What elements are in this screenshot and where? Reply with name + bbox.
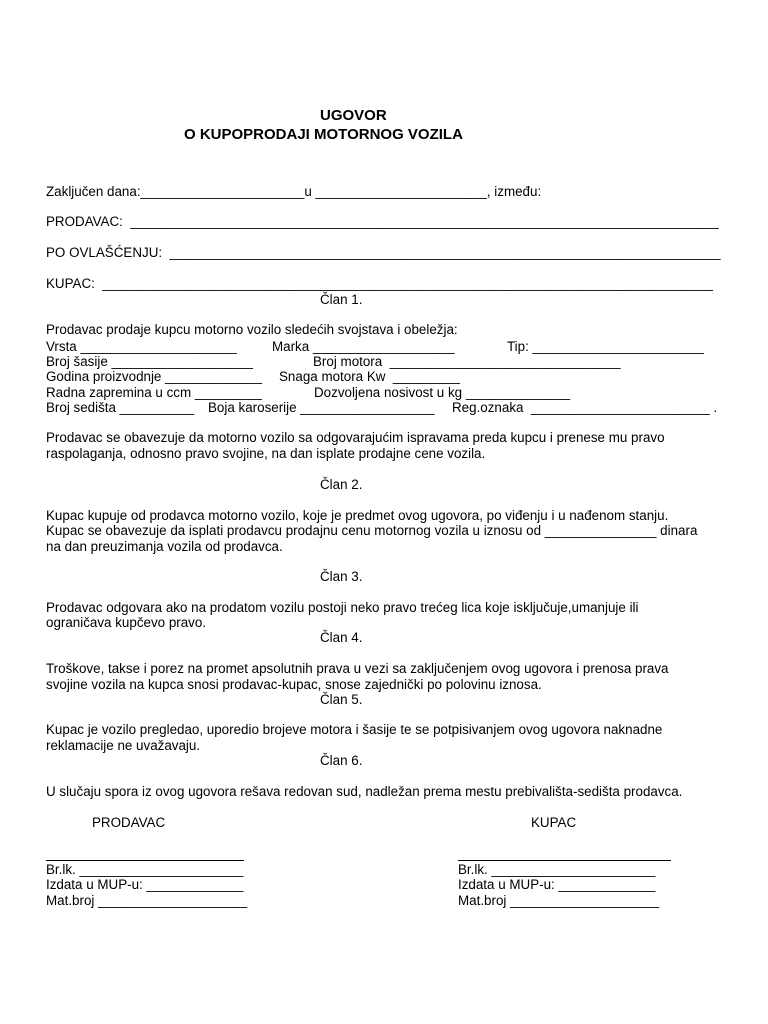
- seats-field: Broj sedišta __________: [46, 400, 195, 415]
- article-4-heading: Član 4.: [320, 630, 363, 645]
- engine-volume-field: Radna zapremina u ccm _________: [46, 385, 262, 400]
- article-3-body-line-2: ograničava kupčevo pravo.: [46, 615, 207, 630]
- seller-line: PRODAVAC: _______________________________________________________________________________: [46, 214, 719, 229]
- registration-field: Reg.oznaka ________________________ .: [452, 400, 718, 415]
- seller-signature-line: [46, 860, 244, 861]
- article-4-body-line-1: Troškove, takse i porez na promet apsolutnih prava u vezi sa zaključenjem ovog ugovora i prenosa prava: [46, 661, 669, 676]
- article-4-body-line-2: svojine vozila na kupca snosi prodavac-kupac, snose zajednički po polovinu iznosa.: [46, 677, 542, 692]
- article-1-intro: Prodavac prodaje kupcu motorno vozilo sledećih svojstava i obeležja:: [46, 322, 458, 337]
- article-1-body-line-2: raspolaganja, odnosno pravo svojine, na dan isplate prodajne cene vozila.: [46, 446, 486, 461]
- article-1-heading: Član 1.: [320, 292, 363, 307]
- chassis-number-field: Broj šasije ___________________: [46, 354, 253, 369]
- article-2-body-line-2: Kupac se obavezuje da isplati prodavcu prodajnu cenu motornog vozila u iznosu od _______________ dinara: [46, 523, 698, 538]
- contract-subtitle: O KUPOPRODAJI MOTORNOG VOZILA: [184, 126, 463, 143]
- authorization-line: PO OVLAŠĆENJU: __________________________________________________________________________: [46, 245, 721, 260]
- article-6-body-line-1: U slučaju spora iz ovog ugovora rešava redovan sud, nadležan prema mestu prebivališta-sedišta prodavca.: [46, 784, 683, 799]
- engine-power-field: Snaga motora Kw _________: [279, 369, 460, 384]
- vehicle-model-field: Tip: _______________________: [507, 339, 704, 354]
- seller-id-number-field: Mat.broj ____________________: [46, 893, 248, 908]
- production-year-field: Godina proizvodnje _____________: [46, 369, 262, 384]
- buyer-id-number-field: Mat.broj ____________________: [458, 893, 660, 908]
- article-2-body-line-3: na dan preuzimanja vozila od prodavca.: [46, 539, 283, 554]
- article-5-body-line-2: reklamacije ne uvažavaju.: [46, 738, 201, 753]
- vehicle-make-field: Marka ___________________: [272, 339, 455, 354]
- body-color-field: Boja karoserije __________________: [208, 400, 435, 415]
- engine-number-field: Broj motora _______________________________: [313, 354, 621, 369]
- payload-field: Dozvoljena nosivost u kg ______________: [314, 385, 571, 400]
- vehicle-type-field: Vrsta _____________________: [46, 339, 237, 354]
- article-1-body-line-1: Prodavac se obavezuje da motorno vozilo sa odgovarajućim ispravama preda kupcu i prenese mu pravo: [46, 430, 665, 445]
- article-5-body-line-1: Kupac je vozilo pregledao, uporedio brojeve motora i šasije te se potpisivanjem ovog ugovora naknadne: [46, 722, 663, 737]
- contract-title: UGOVOR: [320, 107, 387, 124]
- article-2-heading: Član 2.: [320, 477, 363, 492]
- concluded-date-line: Zaključen dana:______________________u _______________________, između:: [46, 184, 542, 199]
- article-6-heading: Član 6.: [320, 753, 363, 768]
- buyer-signature-label: KUPAC: [531, 815, 577, 830]
- article-3-body-line-1: Prodavac odgovara ako na prodatom vozilu postoji neko pravo trećeg lica koje isključuje,umanjuje ili: [46, 600, 639, 615]
- buyer-line: KUPAC: __________________________________________________________________________________: [46, 276, 713, 291]
- seller-signature-label: PRODAVAC: [92, 815, 166, 830]
- article-3-heading: Član 3.: [320, 569, 363, 584]
- article-5-heading: Član 5.: [320, 692, 363, 707]
- buyer-signature-line: [458, 860, 671, 861]
- seller-id-card-field: Br.lk. ______________________: [46, 862, 244, 877]
- buyer-id-card-field: Br.lk. ______________________: [458, 862, 656, 877]
- article-2-body-line-1: Kupac kupuje od prodavca motorno vozilo, koje je predmet ovog ugovora, po viđenju i u nađenom stanju.: [46, 508, 669, 523]
- seller-issued-by-field: Izdata u MUP-u: _____________: [46, 877, 244, 892]
- buyer-issued-by-field: Izdata u MUP-u: _____________: [458, 877, 656, 892]
